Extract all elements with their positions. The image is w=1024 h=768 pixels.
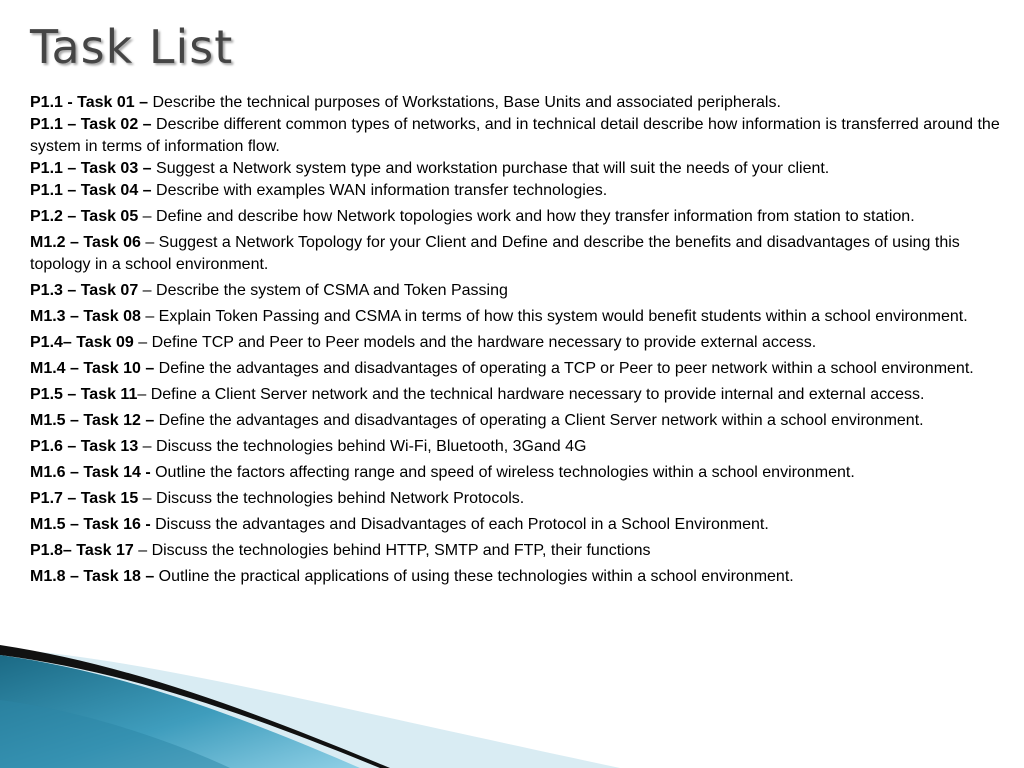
task-description: – Discuss the technologies behind Network Protocols. <box>138 490 525 507</box>
task-item <box>30 514 1000 536</box>
task-code: M1.4 – Task 10 – <box>30 360 155 377</box>
task-item <box>30 158 1000 180</box>
task-item <box>30 114 1000 158</box>
task-description: – Describe the system of CSMA and Token Passing <box>138 282 508 299</box>
task-description: Define the advantages and disadvantages of operating a Client Server network within a school environment. <box>154 412 924 429</box>
task-code: P1.1 – Task 02 – <box>30 116 152 133</box>
task-code: M1.5 – Task 12 – <box>30 412 155 429</box>
task-code: M1.5 – Task 16 - <box>30 516 151 533</box>
task-code: M1.3 – Task 08 <box>30 308 141 325</box>
slide-title: Task List <box>30 20 234 74</box>
task-description: – Explain Token Passing and CSMA in terms of how this system would benefit students within a school environment. <box>140 308 968 325</box>
task-item <box>30 180 1000 202</box>
task-item <box>30 232 1000 276</box>
task-description: Define the advantages and disadvantages of operating a TCP or Peer to peer network within a school environment. <box>154 360 974 377</box>
task-code: P1.6 – Task 13 <box>30 438 139 455</box>
task-code: M1.8 – Task 18 – <box>30 568 155 585</box>
task-code: M1.6 – Task 14 - <box>30 464 151 481</box>
task-description: Outline the factors affecting range and speed of wireless technologies within a school environment. <box>150 464 855 481</box>
task-code: P1.4– Task 09 <box>30 334 134 351</box>
task-item <box>30 566 1000 588</box>
task-description: – Suggest a Network Topology for your Client and Define and describe the benefits and disadvantages of using this topology in a school environment. <box>30 234 960 273</box>
task-item <box>30 332 1000 354</box>
task-item <box>30 436 1000 458</box>
task-code: P1.7 – Task 15 <box>30 490 139 507</box>
task-description: Describe different common types of networks, and in technical detail describe how information is transferred around the system in terms of information flow. <box>30 116 1000 155</box>
task-code: P1.5 – Task 11 <box>30 386 138 403</box>
task-description: Discuss the advantages and Disadvantages of each Protocol in a School Environment. <box>150 516 769 533</box>
task-item <box>30 488 1000 510</box>
task-description: – Discuss the technologies behind HTTP, SMTP and FTP, their functions <box>133 542 651 559</box>
task-code: P1.1 – Task 04 – <box>30 182 152 199</box>
task-item <box>30 206 1000 228</box>
task-description: Suggest a Network system type and workstation purchase that will suit the needs of your client. <box>151 160 830 177</box>
task-description: Describe the technical purposes of Workstations, Base Units and associated peripherals. <box>148 94 781 111</box>
task-item <box>30 384 1000 406</box>
task-description: Describe with examples WAN information transfer technologies. <box>151 182 608 199</box>
task-description: – Define a Client Server network and the technical hardware necessary to provide internal and external access. <box>137 386 925 403</box>
task-item <box>30 410 1000 432</box>
task-code: P1.1 – Task 03 – <box>30 160 152 177</box>
task-list <box>30 92 1000 592</box>
task-item <box>30 462 1000 484</box>
task-code: P1.8– Task 17 <box>30 542 134 559</box>
task-code: P1.3 – Task 07 <box>30 282 139 299</box>
task-item <box>30 306 1000 328</box>
task-code: M1.2 – Task 06 <box>30 234 141 251</box>
task-item <box>30 92 1000 114</box>
task-item <box>30 540 1000 562</box>
task-code: P1.2 – Task 05 <box>30 208 139 225</box>
task-item <box>30 358 1000 380</box>
task-description: Outline the practical applications of using these technologies within a school environment. <box>154 568 794 585</box>
task-item <box>30 280 1000 302</box>
task-description: – Define and describe how Network topologies work and how they transfer information from station to station. <box>138 208 915 225</box>
task-code: P1.1 - Task 01 – <box>30 94 148 111</box>
task-description: – Discuss the technologies behind Wi-Fi, Bluetooth, 3Gand 4G <box>138 438 587 455</box>
task-description: – Define TCP and Peer to Peer models and the hardware necessary to provide external access. <box>133 334 817 351</box>
